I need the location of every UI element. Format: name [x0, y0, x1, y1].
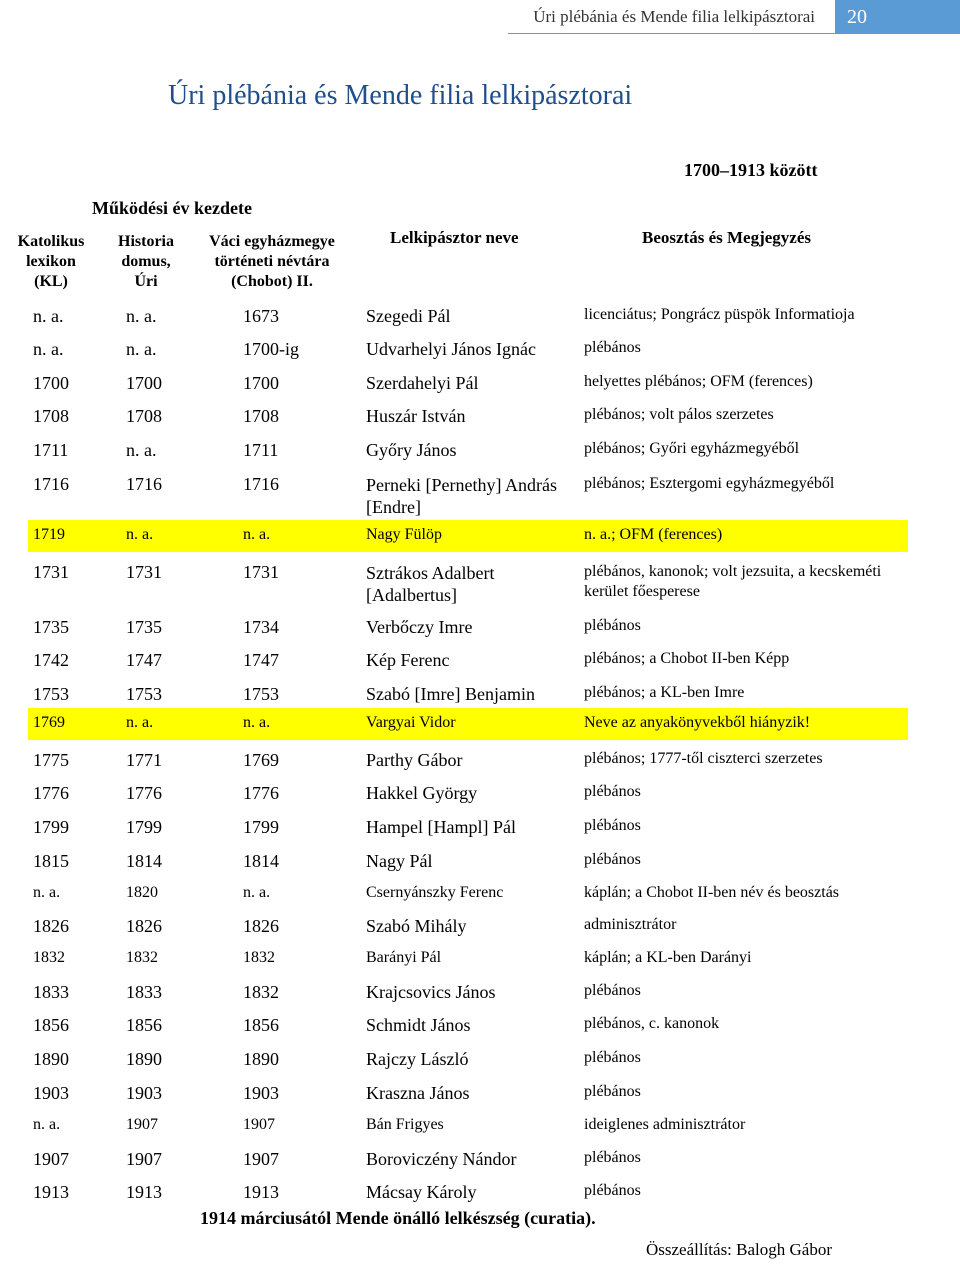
header-rule — [508, 33, 835, 34]
cell-historia-year: 1826 — [126, 916, 162, 936]
cell-note: plébános; 1777-től ciszterci szerzetes — [584, 750, 823, 767]
page-title: Úri plébánia és Mende filia lelkipásztorai — [168, 80, 633, 111]
table-row — [28, 1043, 908, 1075]
cell-note: plébános — [584, 1083, 641, 1100]
cell-historia-year: 1771 — [126, 750, 162, 770]
cell-note: plébános; Győri egyházmegyéből — [584, 440, 800, 457]
cell-chobot-year: 1903 — [243, 1083, 279, 1103]
cell-pastor-name: Perneki [Pernethy] András [Endre] — [366, 475, 557, 517]
cell-note: helyettes plébános; OFM (ferences) — [584, 373, 813, 390]
cell-chobot-year: 1753 — [243, 684, 279, 704]
cell-historia-year: n. a. — [126, 526, 154, 543]
table-row — [28, 811, 908, 843]
table-row — [28, 678, 908, 710]
cell-kl-year: n. a. — [33, 884, 61, 901]
cell-pastor-name: Mácsay Károly — [366, 1182, 477, 1202]
cell-note: káplán; a Chobot II-ben név és beosztás — [584, 884, 840, 901]
running-header — [0, 0, 960, 34]
header-note: Beosztás és Megjegyzés — [642, 228, 811, 247]
cell-historia-year: n. a. — [126, 440, 157, 460]
cell-chobot-year: 1856 — [243, 1015, 279, 1035]
cell-historia-year: 1913 — [126, 1182, 162, 1202]
cell-chobot-year: 1700 — [243, 373, 279, 393]
cell-pastor-name: Kraszna János — [366, 1083, 470, 1103]
cell-historia-year: 1907 — [126, 1149, 162, 1169]
cell-historia-year: 1890 — [126, 1049, 162, 1069]
cell-note: plébános — [584, 339, 641, 356]
cell-chobot-year: 1716 — [243, 474, 279, 494]
cell-pastor-name: Huszár István — [366, 406, 466, 426]
cell-note: plébános; a KL-ben Imre — [584, 684, 745, 701]
table-row — [28, 708, 908, 740]
cell-chobot-year: 1769 — [243, 750, 279, 770]
cell-kl-year: 1735 — [33, 617, 69, 637]
cell-historia-year: 1716 — [126, 474, 162, 494]
cell-pastor-name: Szerdahelyi Pál — [366, 373, 479, 393]
cell-pastor-name: Barányi Pál — [366, 949, 442, 966]
compiler-credit: Összeállítás: Balogh Gábor — [645, 1240, 832, 1259]
cell-chobot-year: 1832 — [243, 982, 279, 1002]
cell-historia-year: 1799 — [126, 817, 162, 837]
cell-chobot-year: 1799 — [243, 817, 279, 837]
header-group-year: Működési év kezdete — [92, 198, 252, 218]
cell-pastor-name: Hampel [Hampl] Pál — [366, 817, 516, 837]
cell-historia-year: 1832 — [126, 949, 158, 966]
cell-chobot-year: 1814 — [243, 851, 279, 871]
cell-note: plébános; Esztergomi egyházmegyéből — [584, 475, 835, 492]
cell-chobot-year: n. a. — [243, 526, 271, 543]
cell-note: licenciátus; Pongrácz püspök Informatioja — [584, 306, 855, 323]
cell-historia-year: n. a. — [126, 339, 157, 359]
cell-historia-year: 1747 — [126, 650, 162, 670]
table-row — [28, 777, 908, 809]
cell-kl-year: n. a. — [33, 339, 64, 359]
cell-historia-year: 1708 — [126, 406, 162, 426]
cell-kl-year: 1903 — [33, 1083, 69, 1103]
cell-pastor-name: Szabó Mihály — [366, 916, 467, 936]
table-row — [28, 300, 908, 332]
cell-kl-year: 1769 — [33, 714, 65, 731]
cell-kl-year: 1708 — [33, 406, 69, 426]
cell-chobot-year: 1734 — [243, 617, 279, 637]
header-kl: Katolikus lexikon (KL) — [17, 233, 85, 290]
cell-chobot-year: 1832 — [243, 949, 275, 966]
table-row — [28, 1110, 908, 1142]
cell-pastor-name: Udvarhelyi János Ignác — [366, 339, 536, 359]
cell-chobot-year: 1711 — [243, 440, 279, 460]
cell-pastor-name: Nagy Fülöp — [366, 526, 442, 543]
cell-historia-year: 1776 — [126, 783, 162, 803]
cell-kl-year: n. a. — [33, 306, 64, 326]
period-label: 1700–1913 között — [684, 160, 818, 180]
table-row — [28, 611, 908, 643]
cell-chobot-year: 1708 — [243, 406, 279, 426]
cell-kl-year: 1833 — [33, 982, 69, 1002]
cell-chobot-year: 1747 — [243, 650, 279, 670]
cell-pastor-name: Csernyánszky Ferenc — [366, 884, 504, 901]
cell-note: plébános, c. kanonok — [584, 1015, 720, 1032]
cell-chobot-year: 1826 — [243, 916, 279, 936]
page-number: 20 — [835, 0, 960, 34]
cell-pastor-name: Győry János — [366, 440, 457, 460]
cell-note: káplán; a KL-ben Darányi — [584, 949, 752, 966]
running-header-title: Úri plébánia és Mende filia lelkipásztorai — [533, 7, 815, 26]
cell-note: n. a.; OFM (ferences) — [584, 526, 723, 543]
cell-chobot-year: 1890 — [243, 1049, 279, 1069]
cell-historia-year: n. a. — [126, 306, 157, 326]
header-historia: Historia domus, Úri — [118, 233, 174, 290]
cell-historia-year: 1700 — [126, 373, 162, 393]
cell-note: plébános — [584, 982, 641, 999]
cell-historia-year: 1814 — [126, 851, 162, 871]
cell-historia-year: n. a. — [126, 714, 154, 731]
cell-kl-year: 1826 — [33, 916, 69, 936]
cell-kl-year: 1700 — [33, 373, 69, 393]
cell-note: plébános; volt pálos szerzetes — [584, 406, 774, 423]
cell-historia-year: 1833 — [126, 982, 162, 1002]
table-row — [28, 943, 908, 975]
cell-chobot-year: 1907 — [243, 1116, 275, 1133]
cell-pastor-name: Szabó [Imre] Benjamin — [366, 684, 535, 704]
cell-historia-year: 1735 — [126, 617, 162, 637]
table-row — [28, 910, 908, 942]
cell-kl-year: 1856 — [33, 1015, 69, 1035]
table-row — [28, 644, 908, 676]
cell-kl-year: 1815 — [33, 851, 69, 871]
cell-kl-year: 1753 — [33, 684, 69, 704]
cell-chobot-year: 1907 — [243, 1149, 279, 1169]
footnote: 1914 márciusától Mende önálló lelkészség (curatia). — [200, 1208, 596, 1228]
cell-pastor-name: Bán Frigyes — [366, 1116, 444, 1133]
cell-kl-year: 1890 — [33, 1049, 69, 1069]
cell-note: plébános; a Chobot II-ben Képp — [584, 650, 790, 667]
cell-pastor-name: Szegedi Pál — [366, 306, 451, 326]
cell-kl-year: 1832 — [33, 949, 65, 966]
cell-historia-year: 1753 — [126, 684, 162, 704]
cell-pastor-name: Krajcsovics János — [366, 982, 496, 1002]
table-row — [28, 333, 908, 365]
cell-pastor-name: Sztrákos Adalbert [Adalbertus] — [366, 563, 495, 605]
cell-historia-year: 1907 — [126, 1116, 158, 1133]
cell-historia-year: 1731 — [126, 562, 162, 582]
cell-note: plébános — [584, 1182, 641, 1199]
cell-historia-year: 1903 — [126, 1083, 162, 1103]
cell-chobot-year: 1673 — [243, 306, 279, 326]
table-row — [28, 400, 908, 432]
cell-kl-year: 1711 — [33, 440, 69, 460]
cell-kl-year: 1742 — [33, 650, 69, 670]
cell-kl-year: 1776 — [33, 783, 69, 803]
cell-note: plébános — [584, 617, 641, 634]
cell-pastor-name: Boroviczény Nándor — [366, 1149, 517, 1169]
cell-note: plébános — [584, 851, 641, 868]
cell-note: plébános — [584, 817, 641, 834]
table-row — [28, 1176, 908, 1208]
table-row — [28, 367, 908, 399]
cell-pastor-name: Vargyai Vidor — [366, 714, 456, 731]
cell-chobot-year: 1913 — [243, 1182, 279, 1202]
table-row — [28, 1009, 908, 1041]
table-row — [28, 744, 908, 776]
cell-note: adminisztrátor — [584, 916, 677, 933]
cell-pastor-name: Hakkel György — [366, 783, 478, 803]
cell-kl-year: 1731 — [33, 562, 69, 582]
cell-pastor-name: Kép Ferenc — [366, 650, 450, 670]
cell-chobot-year: 1776 — [243, 783, 279, 803]
cell-historia-year: 1820 — [126, 884, 158, 901]
cell-kl-year: 1716 — [33, 474, 69, 494]
cell-kl-year: 1719 — [33, 526, 65, 543]
cell-note: Neve az anyakönyvekből hiányzik! — [584, 714, 811, 731]
cell-chobot-year: 1731 — [243, 562, 279, 582]
header-chobot: Váci egyházmegye történeti névtára (Chobot) II. — [209, 233, 335, 290]
cell-pastor-name: Verbőczy Imre — [366, 617, 473, 637]
table-row — [28, 878, 908, 910]
table-row — [28, 845, 908, 877]
cell-pastor-name: Schmidt János — [366, 1015, 471, 1035]
cell-historia-year: 1856 — [126, 1015, 162, 1035]
cell-kl-year: 1799 — [33, 817, 69, 837]
table-row — [28, 1143, 908, 1175]
cell-note: ideiglenes adminisztrátor — [584, 1116, 746, 1133]
cell-note: plébános — [584, 1149, 641, 1166]
cell-pastor-name: Rajczy László — [366, 1049, 469, 1069]
cell-chobot-year: n. a. — [243, 884, 271, 901]
table-row — [28, 976, 908, 1008]
cell-note: plébános — [584, 1049, 641, 1066]
table-row — [28, 1077, 908, 1109]
cell-note: plébános — [584, 783, 641, 800]
cell-kl-year: 1913 — [33, 1182, 69, 1202]
cell-pastor-name: Nagy Pál — [366, 851, 433, 871]
cell-note: plébános, kanonok; volt jezsuita, a kecskeméti kerület főesperese — [584, 563, 882, 600]
table-row — [28, 556, 908, 608]
table-row — [28, 520, 908, 552]
cell-chobot-year: 1700-ig — [243, 339, 299, 359]
cell-kl-year: 1907 — [33, 1149, 69, 1169]
table-row — [28, 434, 908, 466]
cell-chobot-year: n. a. — [243, 714, 271, 731]
header-name: Lelkipásztor neve — [390, 228, 519, 247]
table-row — [28, 468, 908, 520]
cell-kl-year: n. a. — [33, 1116, 61, 1133]
cell-kl-year: 1775 — [33, 750, 69, 770]
cell-pastor-name: Parthy Gábor — [366, 750, 463, 770]
